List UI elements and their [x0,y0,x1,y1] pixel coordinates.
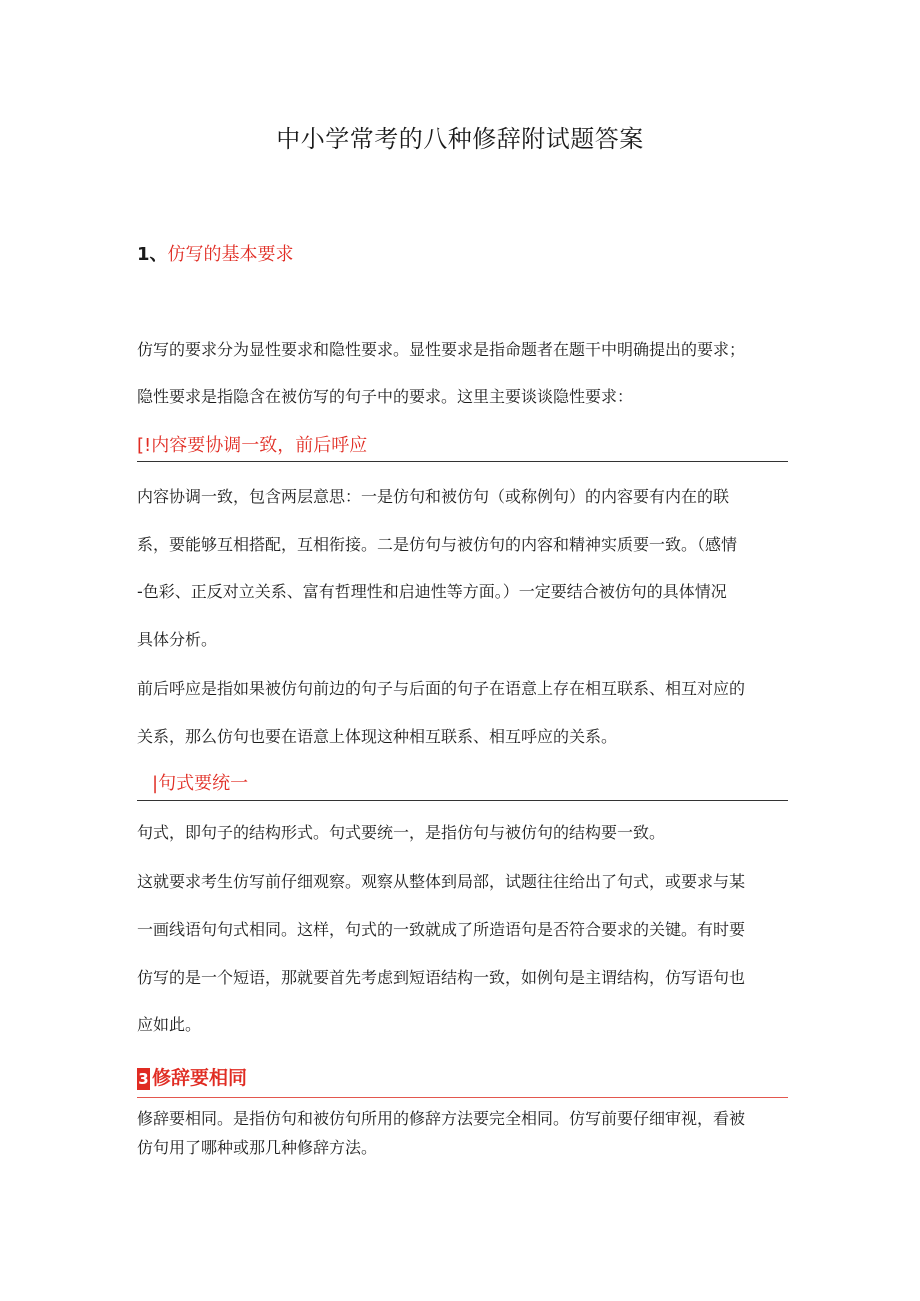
page-title: 中小学常考的八种修辞附试题答案 [276,125,644,153]
divider [137,800,788,801]
paragraph-line: 一画线语句句式相同。这样，句式的一致就成了所造语句是否符合要求的关键。有时要 [137,920,746,939]
paragraph-line: 系，要能够互相搭配，互相衔接。二是仿句与被仿句的内容和精神实质要一致。（感情 [137,535,738,554]
section-number-badge: 3 [138,1069,149,1088]
paragraph-line: 修辞要相同。是指仿句和被仿句所用的修辞方法要完全相同。仿写前要仔细审视，看被 [137,1109,746,1128]
intro-line: 仿写的要求分为显性要求和隐性要求。显性要求是指命题者在题干中明确提出的要求； [137,340,746,359]
paragraph-line: -色彩、正反对立关系、富有哲理性和启迪性等方面。）一定要结合被仿句的具体情况 [137,582,727,601]
divider [137,461,788,462]
section-1-number: 1、 [137,244,168,265]
paragraph-line: 具体分析。 [137,630,218,649]
subheading-content-coherence: [!内容要协调一致，前后呼应 [137,435,368,456]
paragraph-line: 前后呼应是指如果被仿句前边的句子与后面的句子在语意上存在相互联系、相互对应的 [137,679,746,698]
paragraph-line: 句式，即句子的结构形式。句式要统一，是指仿句与被仿句的结构要一致。 [137,823,666,842]
divider [137,1097,788,1098]
paragraph-line: 仿写的是一个短语，那就要首先考虑到短语结构一致，如例句是主谓结构，仿写语句也 [137,968,746,987]
paragraph-line: 关系，那么仿句也要在语意上体现这种相互联系、相互呼应的关系。 [137,727,618,746]
paragraph-line: 仿句用了哪种或那几种修辞方法。 [137,1138,378,1157]
subheading-rhetoric-title: 修辞要相同 [152,1067,248,1089]
intro-line: 隐性要求是指隐含在被仿写的句子中的要求。这里主要谈谈隐性要求： [137,387,634,406]
subheading-rhetoric [137,1064,247,1092]
section-1-heading [137,241,294,269]
paragraph-line: 这就要求考生仿写前仔细观察。观察从整体到局部，试题往往给出了句式，或要求与某 [137,872,746,891]
paragraph-line: 内容协调一致，包含两层意思：一是仿句和被仿句（或称例句）的内容要有内在的联 [137,487,730,506]
paragraph-line: 应如此。 [137,1015,202,1034]
subheading-sentence-pattern: |句式要统一 [152,773,249,794]
section-1-title: 仿写的基本要求 [167,244,294,265]
